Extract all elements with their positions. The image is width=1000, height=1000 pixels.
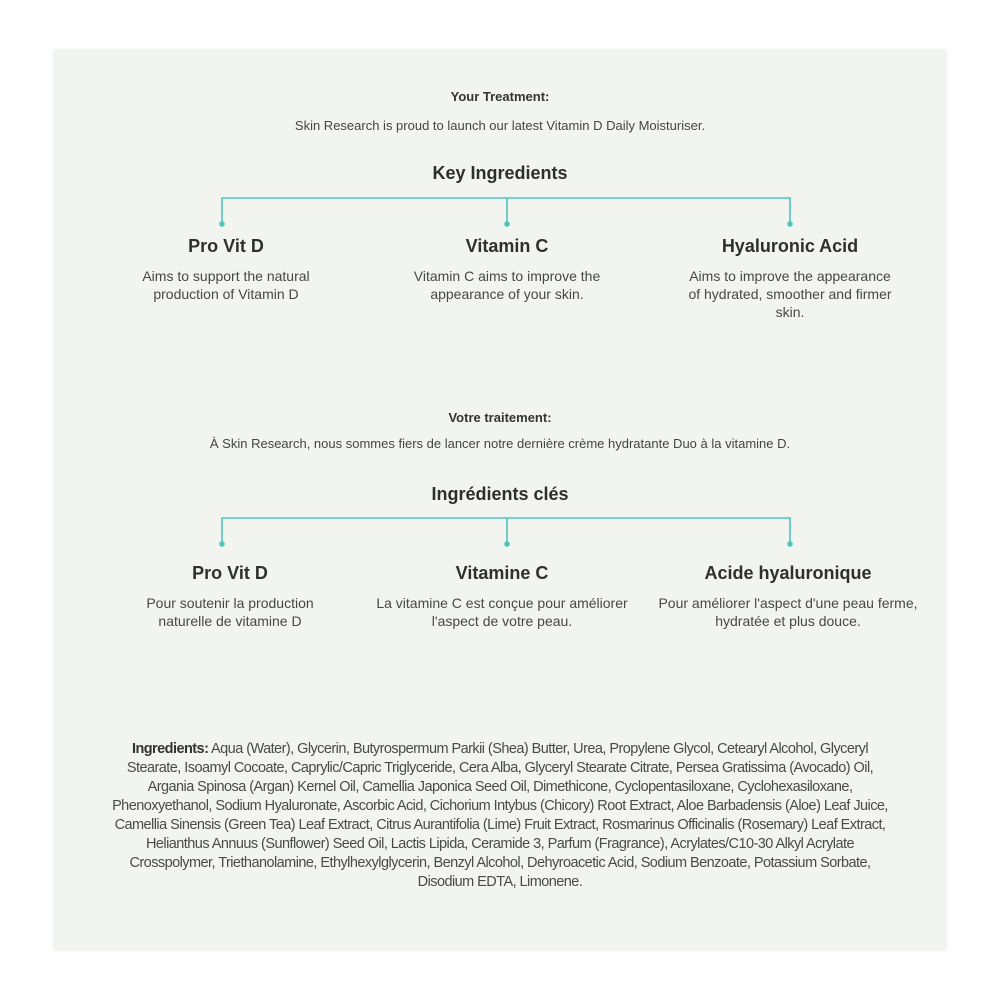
ingredient-description: Aims to improve the appearance of hydrated, smoother and firmer skin. [688,268,892,320]
english-ingredient-pro-vit-d [96,236,356,303]
ingredient-title: Pro Vit D [188,236,264,256]
ingredients-label: Ingredients: [131,741,209,757]
english-key-ingredients-heading: Key Ingredients [432,163,568,183]
french-ingredient-acide-hyaluronique [643,563,933,630]
ingredient-description: Pour améliorer l'aspect d'une peau ferme, hydratée et plus douce. [658,595,918,629]
english-ingredient-hyaluronic-acid [660,236,920,321]
ingredient-title: Acide hyaluronique [704,563,872,583]
english-ingredient-vitamin-c [377,236,637,303]
ingredients-list [112,740,888,892]
ingredient-title: Vitamin C [465,236,549,256]
french-key-ingredients-heading: Ingrédients clés [431,484,569,504]
english-treatment-text: Skin Research is proud to launch our latest Vitamin D Daily Moisturiser. [294,118,706,133]
ingredient-title: Hyaluronic Acid [721,236,859,256]
ingredient-description: Vitamin C aims to improve the appearance of your skin. [413,268,601,302]
french-treatment-heading: Votre traitement: [448,410,552,425]
ingredients-text: Aqua (Water), Glycerin, Butyrospermum Parkii (Shea) Butter, Urea, Propylene Glycol, Cetearyl Alcohol, Glyceryl Stearate, Isoamyl Cocoate, Caprylic/Capric Triglyceride, Cera Alba, Glyceryl Stearate Citrate, Persea Gratissima (Avocado) Oil, Argania Spinosa (Argan) Kernel Oil, Camellia Japonica Seed Oil, Dimethicone, Cyclopentasiloxane, Cyclohexasiloxane, Phenoxyethanol, Sodium Hyaluronate, Ascorbic Acid, Cichorium Intybus (Chicory) Root Extract, Aloe Barbadensis (Aloe) Leaf Juice, Camellia Sinensis (Green Tea) Leaf Extract, Citrus Aurantifolia (Lime) Fruit Extract, Rosmarinus Officinalis (Rosemary) Leaf Extract, Helianthus Annuus (Sunflower) Seed Oil, Lactis Lipida, Ceramide 3, Parfum (Fragrance), Acrylates/C10-30 Alkyl Acrylate Crosspolymer, Triethanolamine, Ethylhexylglycerin, Benzyl Alcohol, Dehyroacetic Acid, Sodium Benzoate, Potassium Sorbate, Disodium EDTA, Limonene. [112,741,888,890]
ingredient-description: La vitamine C est conçue pour améliorer l'aspect de votre peau. [376,595,628,629]
french-treatment-text: À Skin Research, nous sommes fiers de lancer notre dernière crème hydratante Duo à la vitamine D. [209,436,791,451]
ingredient-title: Vitamine C [455,563,549,583]
ingredient-description: Pour soutenir la production naturelle de vitamine D [146,595,314,629]
ingredient-title: Pro Vit D [192,563,268,583]
french-ingredient-vitamine-c [372,563,632,630]
english-treatment-heading: Your Treatment: [450,89,550,104]
ingredient-description: Aims to support the natural production of Vitamin D [142,268,310,302]
french-ingredient-pro-vit-d [100,563,360,630]
